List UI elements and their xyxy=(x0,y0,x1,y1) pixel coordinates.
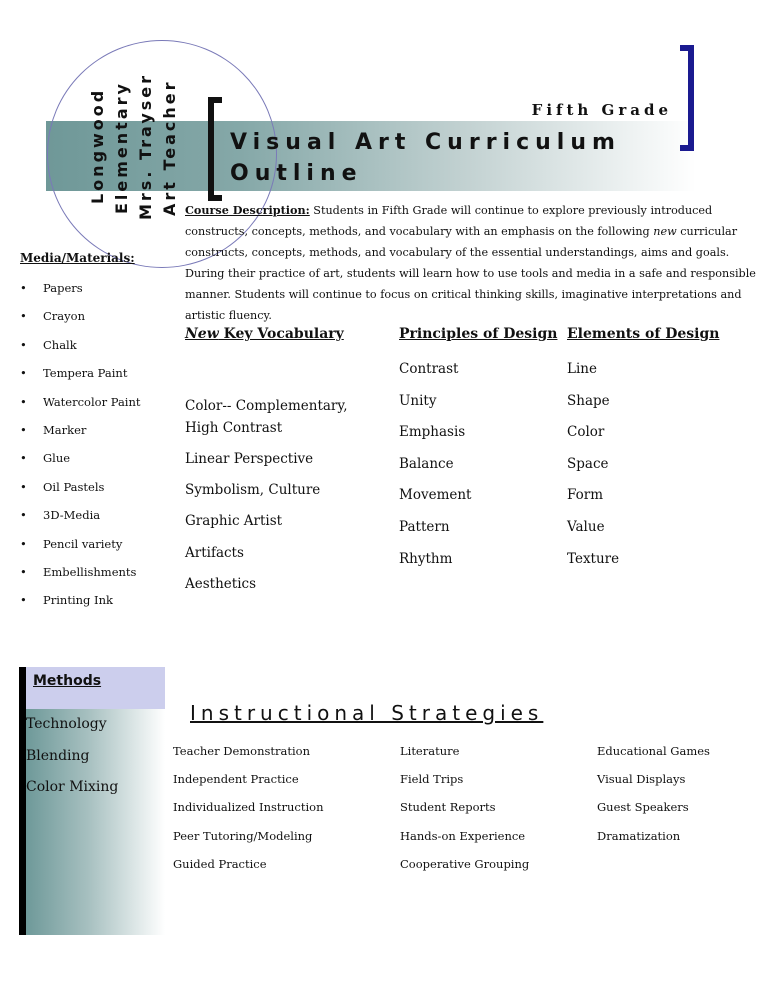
media-item: • Glue xyxy=(20,444,141,472)
element-item: Value xyxy=(567,518,605,535)
vocabulary-item: Color-- Complementary, High Contrast xyxy=(185,398,348,436)
element-item: Shape xyxy=(567,392,610,409)
elements-heading: Elements of Design xyxy=(567,326,720,342)
media-item: • Embellishments xyxy=(20,558,141,586)
grade-label: Fifth Grade xyxy=(531,101,672,119)
vocabulary-item: Symbolism, Culture xyxy=(185,482,321,498)
principle-item: Pattern xyxy=(399,518,450,535)
strategy-item: Dramatization xyxy=(597,828,681,843)
strategy-item: Visual Displays xyxy=(597,772,686,787)
description-emphasis: new xyxy=(653,225,677,238)
strategy-item: Student Reports xyxy=(400,800,496,815)
principle-item: Unity xyxy=(399,392,437,409)
element-item: Space xyxy=(567,455,609,472)
element-item: Form xyxy=(567,487,604,504)
strategy-item: Field Trips xyxy=(400,772,464,787)
vocabulary-heading-text: Key Vocabulary xyxy=(218,326,344,342)
strategies-column-1 xyxy=(173,742,323,883)
method-item: Blending xyxy=(26,747,90,764)
page-title xyxy=(230,127,621,189)
strategy-item: Cooperative Grouping xyxy=(400,856,530,871)
vocabulary-item: Graphic Artist xyxy=(185,513,283,529)
vocabulary-column xyxy=(185,326,385,604)
principle-item: Balance xyxy=(399,455,454,472)
title-line-2: Outline xyxy=(230,161,363,186)
strategy-item: Literature xyxy=(400,744,460,758)
vocabulary-item: Linear Perspective xyxy=(185,451,314,467)
media-item: • Crayon xyxy=(20,302,141,330)
media-item: • Tempera Paint xyxy=(20,359,141,387)
methods-list xyxy=(26,713,118,808)
methods-heading: Methods xyxy=(26,667,165,709)
strategy-item: Peer Tutoring/Modeling xyxy=(173,828,313,843)
media-item: • Chalk xyxy=(20,331,141,359)
vocabulary-item: Aesthetics xyxy=(185,576,257,592)
school-name: Longwood xyxy=(88,87,107,204)
element-item: Color xyxy=(567,424,605,441)
description-label: Course Description: xyxy=(185,203,310,217)
strategy-item: Teacher Demonstration xyxy=(173,744,311,758)
title-line-1: Visual Art Curriculum xyxy=(230,130,621,155)
methods-side-bar xyxy=(19,667,26,935)
teacher-role: Art Teacher xyxy=(160,79,179,216)
strategies-title: Instructional Strategies xyxy=(190,701,544,725)
method-item: Technology xyxy=(26,716,107,732)
elements-column xyxy=(567,326,727,579)
strategy-item: Guest Speakers xyxy=(597,800,689,815)
strategy-item: Guided Practice xyxy=(173,856,267,871)
media-item: • Papers xyxy=(20,274,141,302)
vocabulary-item: Artifacts xyxy=(185,545,244,561)
strategies-column-3 xyxy=(597,742,710,855)
method-item: Color Mixing xyxy=(26,779,119,795)
strategy-item: Hands-on Experience xyxy=(400,828,526,843)
principle-item: Contrast xyxy=(399,361,459,377)
principles-heading: Principles of Design xyxy=(399,326,558,342)
strategies-column-2 xyxy=(400,742,529,883)
strategy-item: Educational Games xyxy=(597,744,710,758)
media-item: • Pencil variety xyxy=(20,530,141,558)
strategy-item: Individualized Instruction xyxy=(173,800,324,815)
principle-item: Emphasis xyxy=(399,424,466,441)
description-text-2: curricular constructs, concepts, methods, and vocabulary of the essential understandings, aims and goals. During their practice of art, students will learn how to use tools and media in a safe and responsible manner. Students will continue to focus on critical thinking skills, imaginative interpretations and artistic fluency. xyxy=(185,225,756,322)
media-item: • 3D-Media xyxy=(20,501,141,529)
media-item: • Oil Pastels xyxy=(20,473,141,501)
principle-item: Rhythm xyxy=(399,550,453,567)
course-description xyxy=(185,200,765,326)
media-list xyxy=(20,274,141,615)
media-item: • Printing Ink xyxy=(20,586,141,614)
media-item: • Watercolor Paint xyxy=(20,388,141,416)
strategy-item: Independent Practice xyxy=(173,772,299,787)
element-item: Texture xyxy=(567,550,620,567)
media-title: Media/Materials: xyxy=(20,251,135,265)
element-item: Line xyxy=(567,361,597,377)
school-type: Elementary xyxy=(112,81,131,214)
right-bracket xyxy=(680,45,694,151)
principle-item: Movement xyxy=(399,487,472,504)
principles-column xyxy=(399,326,559,579)
media-item: • Marker xyxy=(20,416,141,444)
vocabulary-heading-emphasis: New xyxy=(185,326,219,342)
left-bracket xyxy=(208,97,222,201)
vocabulary-heading xyxy=(185,326,385,354)
teacher-name: Mrs. Trayser xyxy=(136,72,155,220)
description-text-1: Students in Fifth Grade will continue to explore previously introduced constructs, concepts, methods, and vocabulary with an emphasis on the following xyxy=(185,204,713,238)
